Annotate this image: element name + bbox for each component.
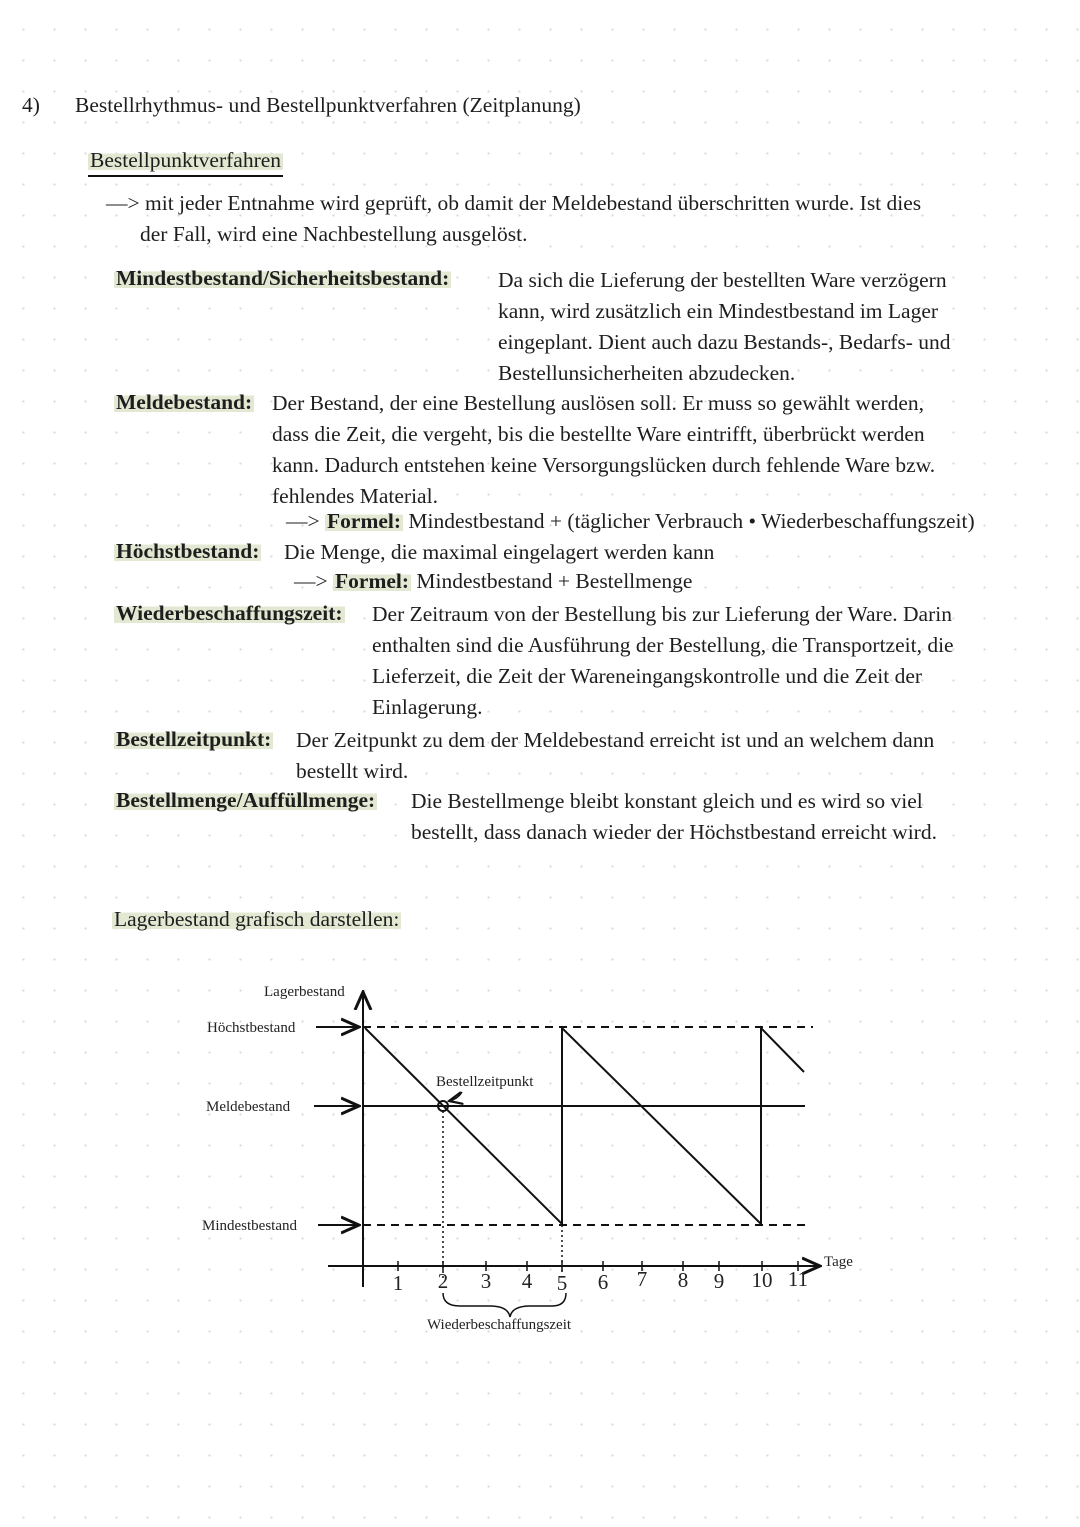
definition-bestellzeitpunkt bbox=[114, 724, 273, 755]
formula-text: Mindestbestand + Bestellmenge bbox=[416, 569, 693, 593]
definition-bestellmenge bbox=[114, 785, 377, 816]
label-meldebestand: Meldebestand bbox=[206, 1099, 291, 1115]
definition-body-4: Bestellunsicherheiten abzudecken. bbox=[498, 361, 796, 385]
wiederbeschaffungszeit-label: Wiederbeschaffungszeit bbox=[427, 1317, 572, 1333]
svg-text:10: 10 bbox=[751, 1268, 773, 1292]
definition-meldebestand bbox=[114, 387, 254, 418]
formula-text: Mindestbestand + (täglicher Verbrauch • Wiederbeschaffungszeit) bbox=[408, 509, 975, 533]
definition-body-3: eingeplant. Dient auch dazu Bestands-, Bedarfs- und bbox=[498, 330, 951, 354]
graph-heading-text: Lagerbestand grafisch darstellen: bbox=[114, 907, 400, 931]
definition-mindestbestand bbox=[114, 263, 451, 294]
label-hoechstbestand: Höchstbestand bbox=[207, 1020, 296, 1036]
definition-body-1: Der Zeitpunkt zu dem der Meldebestand erreicht ist und an welchem dann bbox=[296, 728, 935, 752]
definition-body-1: Die Bestellmenge bleibt konstant gleich und es wird so viel bbox=[411, 789, 923, 813]
svg-text:2: 2 bbox=[437, 1269, 449, 1293]
definition-body-1: Der Zeitraum von der Bestellung bis zur Lieferung der Ware. Darin bbox=[372, 602, 952, 626]
graph-heading bbox=[112, 904, 401, 935]
definition-body-2: bestellt, dass danach wieder der Höchstbestand erreicht wird. bbox=[411, 820, 937, 844]
definition-body-2: dass die Zeit, die vergeht, bis die bestellte Ware eintrifft, überbrückt werden bbox=[272, 422, 925, 446]
definition-body-4: fehlendes Material. bbox=[272, 484, 438, 508]
definition-body-4: Einlagerung. bbox=[372, 695, 483, 719]
y-axis-label: Lagerbestand bbox=[264, 984, 345, 1000]
definition-body-1: Der Bestand, der eine Bestellung auslösen soll. Er muss so gewählt werden, bbox=[272, 391, 925, 415]
svg-text:5: 5 bbox=[556, 1271, 568, 1295]
svg-text:3: 3 bbox=[480, 1269, 492, 1293]
definition-body-2: bestellt wird. bbox=[296, 759, 409, 783]
svg-text:9: 9 bbox=[713, 1269, 725, 1293]
svg-text:1: 1 bbox=[392, 1271, 404, 1295]
arrow-icon: —> bbox=[294, 569, 328, 593]
definition-term: Bestellmenge/Auffüllmenge: bbox=[116, 788, 376, 812]
definition-body-1: Die Menge, die maximal eingelagert werden kann bbox=[284, 540, 715, 564]
x-tick-labels bbox=[393, 1267, 808, 1295]
definition-body-1: Da sich die Lieferung der bestellten Ware verzögern bbox=[498, 268, 947, 292]
svg-text:11: 11 bbox=[787, 1267, 809, 1291]
subsection-title-text: Bestellpunktverfahren bbox=[90, 148, 282, 172]
intro-line-1: —> mit jeder Entnahme wird geprüft, ob damit der Meldebestand überschritten wurde. Ist dies bbox=[106, 191, 922, 215]
inventory-series bbox=[365, 1028, 804, 1224]
wiederbeschaffungszeit-brace bbox=[443, 1293, 566, 1317]
formula-label: Formel: bbox=[327, 509, 402, 533]
definition-term: Höchstbestand: bbox=[116, 539, 260, 563]
formula-meldebestand bbox=[286, 506, 975, 537]
definition-term: Bestellzeitpunkt: bbox=[116, 727, 272, 751]
subsection-title bbox=[88, 146, 283, 177]
inventory-chart bbox=[190, 975, 890, 1355]
definition-body-3: kann. Dadurch entstehen keine Versorgungslücken durch fehlende Ware bzw. bbox=[272, 453, 936, 477]
definition-body-3: Lieferzeit, die Zeit der Wareneingangskontrolle und die Zeit der bbox=[372, 664, 923, 688]
definition-body-2: kann, wird zusätzlich ein Mindestbestand im Lager bbox=[498, 299, 939, 323]
intro-line-2: der Fall, wird eine Nachbestellung ausgelöst. bbox=[140, 222, 528, 246]
bestellzeitpunkt-label: Bestellzeitpunkt bbox=[436, 1074, 534, 1090]
bestellzeitpunkt-arrow bbox=[449, 1092, 462, 1101]
definition-wiederbeschaffungszeit bbox=[114, 598, 345, 629]
svg-text:4: 4 bbox=[521, 1269, 533, 1293]
section-title: Bestellrhythmus- und Bestellpunktverfahren (Zeitplanung) bbox=[75, 93, 581, 117]
formula-label: Formel: bbox=[335, 569, 410, 593]
arrow-icon: —> bbox=[286, 509, 320, 533]
section-number: 4) bbox=[22, 93, 40, 117]
svg-text:6: 6 bbox=[597, 1270, 609, 1294]
definition-hoechstbestand bbox=[114, 536, 261, 567]
definition-body-2: enthalten sind die Ausführung der Bestellung, die Transportzeit, die bbox=[372, 633, 954, 657]
definition-term: Meldebestand: bbox=[116, 390, 253, 414]
definition-term: Mindestbestand/Sicherheitsbestand: bbox=[116, 266, 450, 290]
svg-text:7: 7 bbox=[636, 1267, 648, 1291]
formula-hoechstbestand bbox=[294, 566, 692, 597]
x-axis-label: Tage bbox=[824, 1254, 853, 1270]
definition-term: Wiederbeschaffungszeit: bbox=[116, 601, 343, 625]
label-mindestbestand: Mindestbestand bbox=[202, 1218, 297, 1234]
svg-text:8: 8 bbox=[677, 1268, 689, 1292]
